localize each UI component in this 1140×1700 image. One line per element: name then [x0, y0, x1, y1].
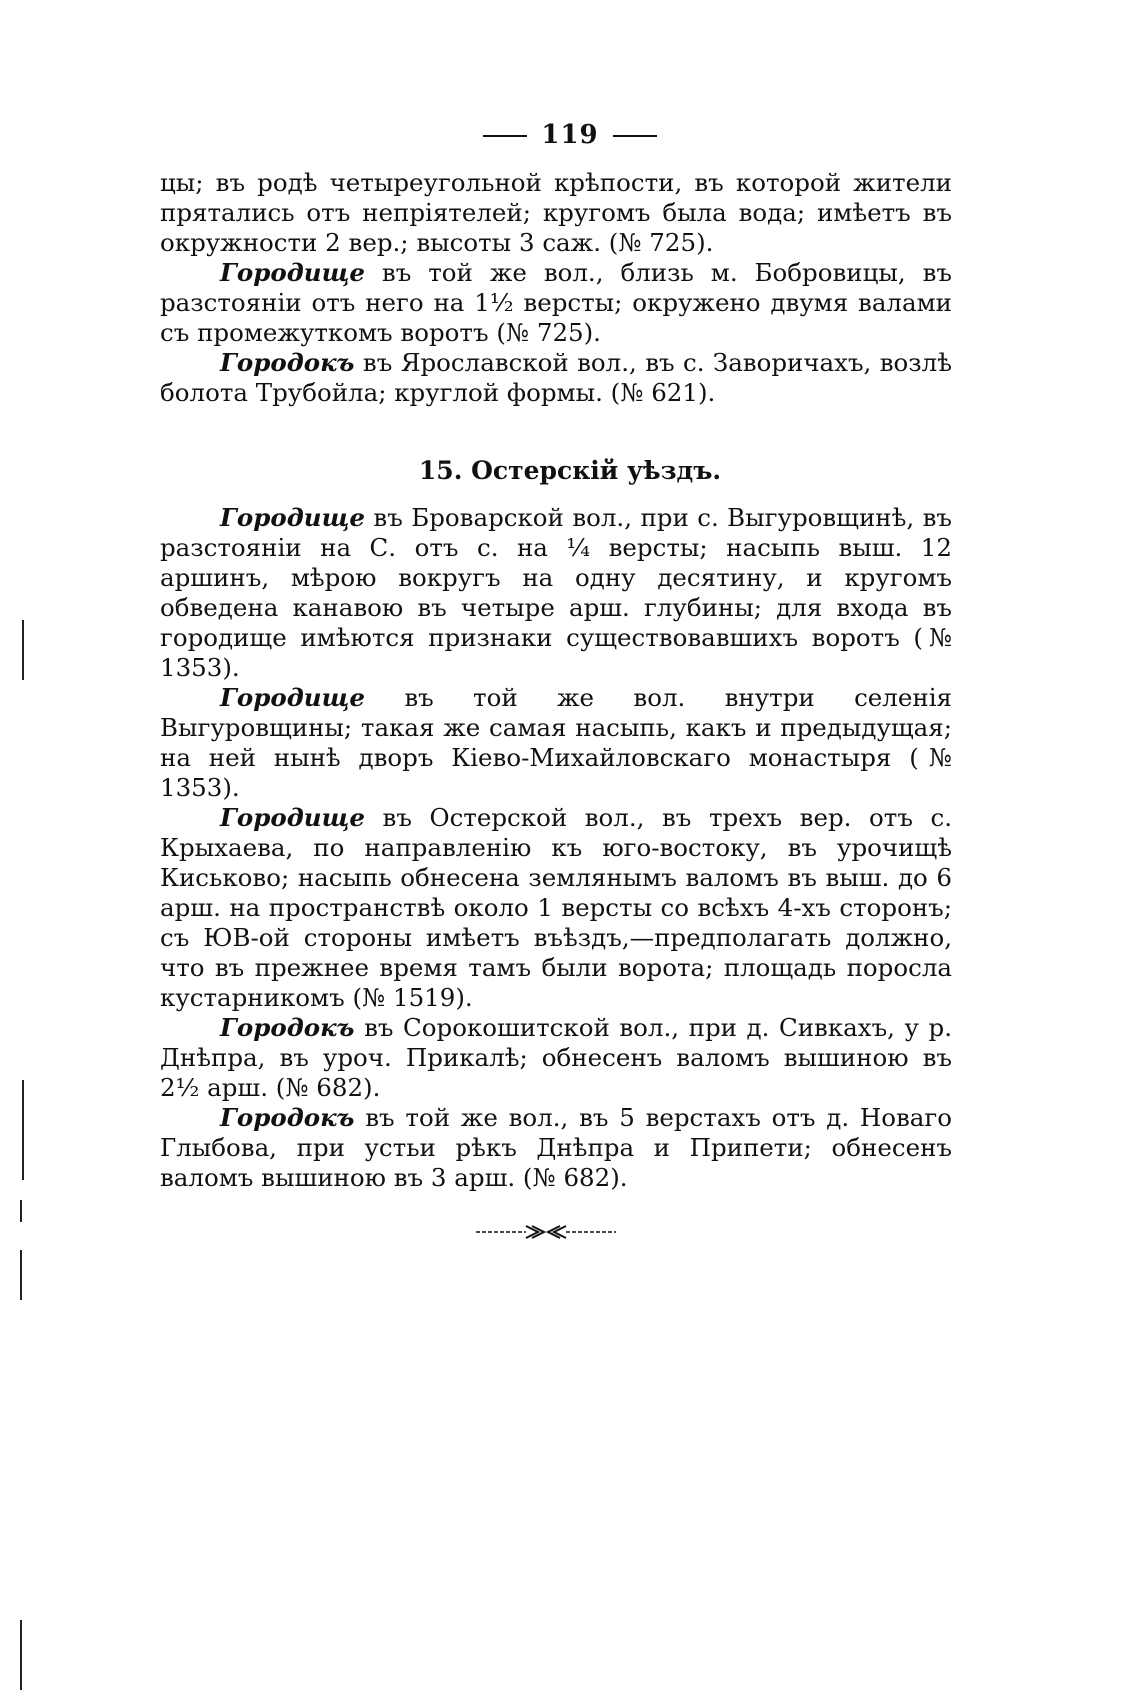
page-number-dash-left — [483, 135, 527, 137]
entry-term: Городокъ — [220, 1103, 355, 1132]
entry-term: Городище — [220, 503, 365, 532]
scan-margin-mark — [20, 1200, 22, 1222]
end-ornament-icon — [476, 1222, 616, 1242]
entry-paragraph — [160, 503, 952, 683]
scan-margin-mark — [20, 1620, 22, 1690]
entry-paragraph — [160, 683, 952, 803]
section-heading: 15. Остерскій уѣздъ. — [418, 456, 722, 485]
entry-text: въ той же вол., въ 5 верстахъ отъ д. Новаго Глыбова, при устьи рѣкъ Днѣпра и Припети; обнесенъ валомъ вышиною въ 3 арш. (№ 682). — [160, 1103, 952, 1192]
entry-text: въ той же вол., близь м. Бобровицы, въ разстояніи отъ него на 1½ версты; окружено двумя валами съ промежуткомъ воротъ (№ 725). — [160, 258, 952, 347]
paragraph-gorodishche-bobrovitsy — [160, 258, 952, 348]
entry-text: въ Броварской вол., при с. Выгуровщинѣ, въ разстояніи на С. отъ с. на ¼ версты; насыпь выш. 12 аршинъ, мѣрою вокругъ на одну десятину, и кругомъ обведена канавою въ четыре арш. глубины; для входа въ городище имѣются признаки существовавшихъ воротъ (№ 1353). — [160, 503, 952, 682]
entry-text: въ той же вол. внутри селенія Выгуровщины; такая же самая насыпь, какъ и предыдущая; на ней нынѣ дворъ Кіево-Михайловскаго монастыря (№ 1353). — [160, 683, 952, 802]
entry-paragraph — [160, 1013, 952, 1103]
page-number — [0, 120, 1140, 150]
page-number-dash-right — [613, 135, 657, 137]
entry-text: въ Ярославской вол., въ с. Заворичахъ, возлѣ болота Трубойла; круглой формы. (№ 621). — [160, 348, 952, 407]
paragraph-continuation: цы; въ родѣ четыреугольной крѣпости, въ которой жители прятались отъ непріятелей; кругомъ была вода; имѣетъ въ окружности 2 вер.; высоты 3 саж. (№ 725). — [160, 168, 952, 257]
entry-term: Городище — [220, 258, 365, 287]
entry-term: Городокъ — [220, 1013, 355, 1042]
paragraph-gorodok-zavorichi — [160, 348, 952, 408]
scan-margin-mark — [22, 620, 24, 680]
scan-margin-mark — [20, 1250, 22, 1300]
entry-term: Городище — [220, 683, 365, 712]
entry-paragraph — [160, 803, 952, 1013]
entry-text: въ Остерской вол., въ трехъ вер. отъ с. Крыхаева, по направленію къ юго-востоку, въ урочищѣ Киськово; насыпь обнесена землянымъ валомъ въ выш. до 6 арш. на пространствѣ около 1 версты со всѣхъ 4-хъ сторонъ; съ ЮВ-ой стороны имѣетъ въѣздъ,—предполагать должно, что въ прежнее время тамъ были ворота; площадь поросла кустарникомъ (№ 1519). — [160, 803, 952, 1012]
entry-term: Городокъ — [220, 348, 355, 377]
page-number-value: 119 — [541, 120, 599, 150]
entry-term: Городище — [220, 803, 365, 832]
entry-paragraph — [160, 1103, 952, 1193]
intro-text-block — [160, 168, 952, 408]
section-text-block — [160, 503, 952, 1193]
entry-text: въ Сорокошитской вол., при д. Сивкахъ, у р. Днѣпра, въ уроч. Прикалѣ; обнесенъ валомъ вышиною въ 2½ арш. (№ 682). — [160, 1013, 952, 1102]
scan-margin-mark — [22, 1080, 24, 1180]
